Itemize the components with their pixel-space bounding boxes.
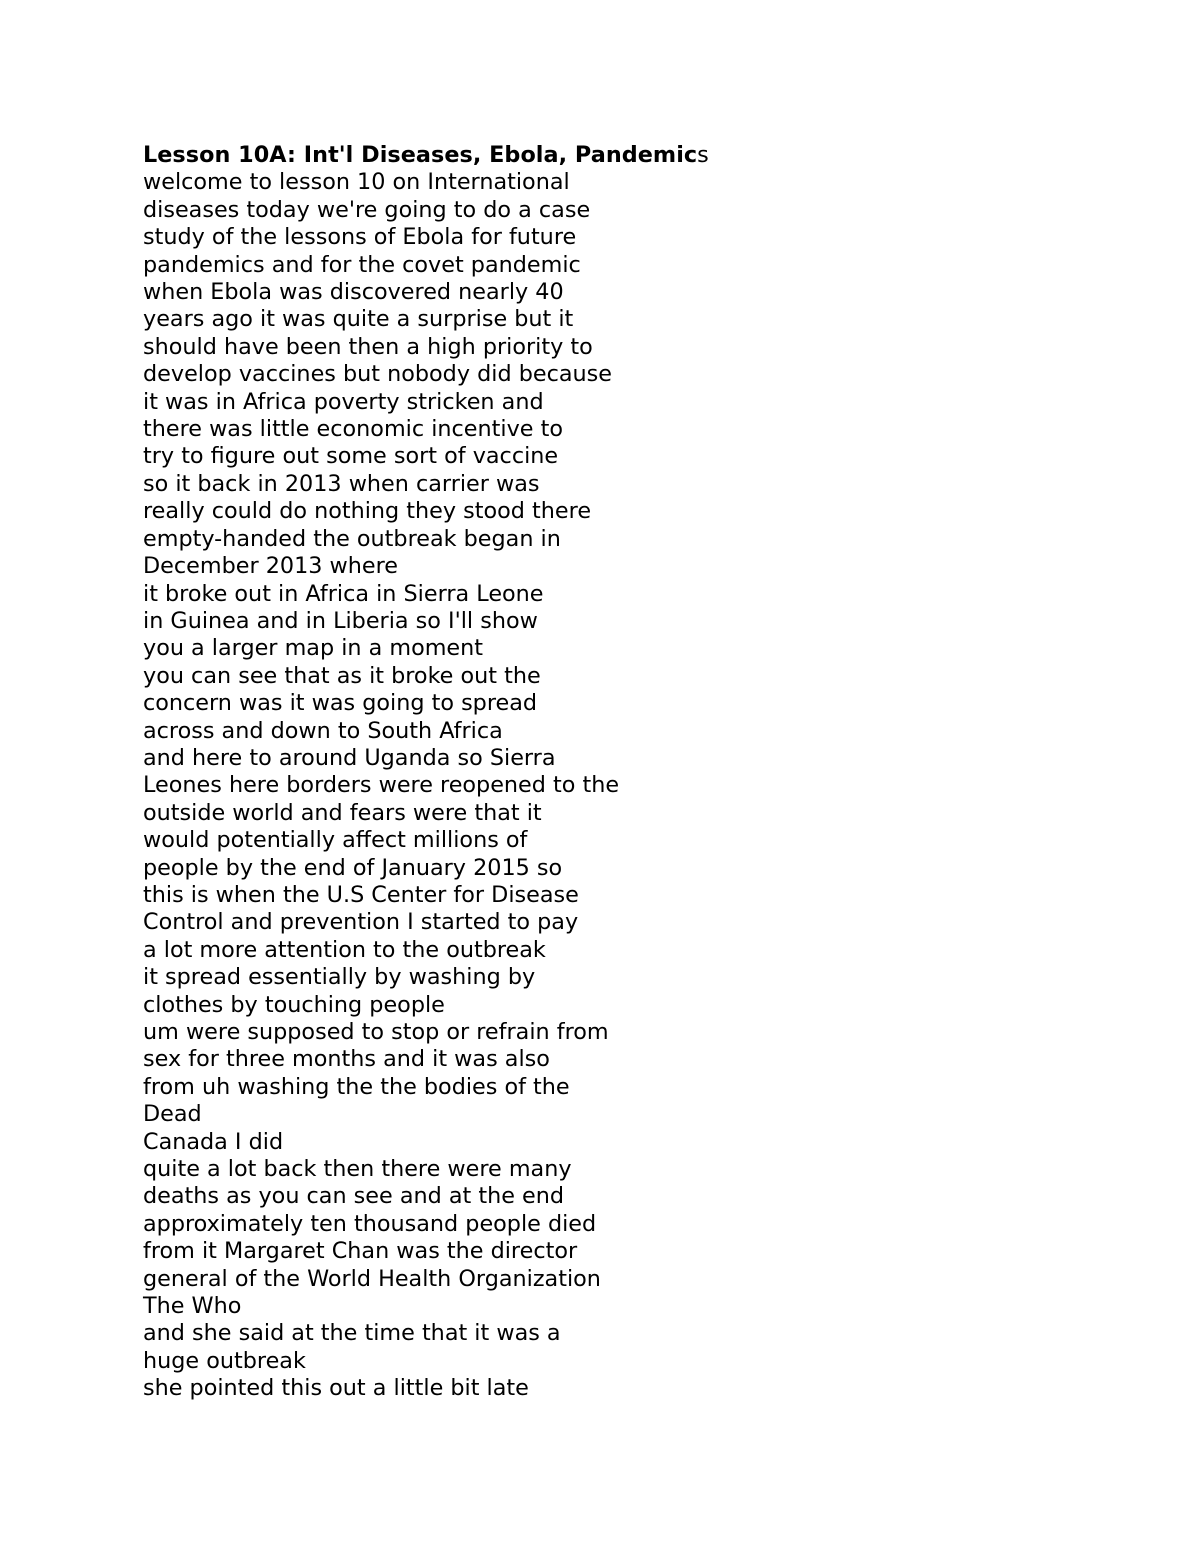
transcript-line: clothes by touching people [143,991,445,1018]
transcript-line: across and down to South Africa [143,717,503,744]
transcript-line: diseases today we're going to do a case [143,196,591,223]
transcript-line: it broke out in Africa in Sierra Leone [143,580,544,607]
transcript-line: and she said at the time that it was a [143,1320,561,1347]
transcript-line: huge outbreak [143,1347,306,1374]
transcript-line: sex for three months and it was also [143,1046,550,1073]
transcript-line: it spread essentially by washing by [143,964,536,991]
transcript-line: from uh washing the the bodies of the [143,1073,570,1100]
transcript-line: study of the lessons of Ebola for future [143,224,577,251]
transcript-line: this is when the U.S Center for Disease [143,881,579,908]
transcript-line: concern was it was going to spread [143,690,538,717]
transcript-line: people by the end of January 2015 so [143,854,563,881]
document-body [143,142,1143,1403]
transcript-line: empty-handed the outbreak began in [143,525,561,552]
transcript-line: in Guinea and in Liberia so I'll show [143,607,538,634]
transcript-line: you can see that as it broke out the [143,662,541,689]
transcript-line: Control and prevention I started to pay [143,909,579,936]
transcript-line: should have been then a high priority to [143,333,593,360]
transcript-line: it was in Africa poverty stricken and [143,388,544,415]
transcript-line: approximately ten thousand people died [143,1210,597,1237]
transcript-line: welcome to lesson 10 on International [143,169,570,196]
transcript-line: years ago it was quite a surprise but it [143,306,574,333]
transcript-line: pandemics and for the covet pandemic [143,251,581,278]
document-title-bold: Lesson 10A: Int'l Diseases, Ebola, Pandemic [143,142,698,168]
transcript-line: The Who [143,1293,242,1320]
transcript-line: Canada I did [143,1128,284,1155]
transcript-line: December 2013 where [143,553,399,580]
transcript-line: general of the World Health Organization [143,1265,601,1292]
transcript-line: a lot more attention to the outbreak [143,936,546,963]
transcript-line: develop vaccines but nobody did because [143,361,612,388]
transcript-line: so it back in 2013 when carrier was [143,470,540,497]
transcript-line: there was little economic incentive to [143,416,563,443]
transcript-line: deaths as you can see and at the end [143,1183,565,1210]
transcript-line: try to figure out some sort of vaccine [143,443,559,470]
document-title-tail: s [697,142,709,168]
document-title [143,142,1143,169]
transcript-line: when Ebola was discovered nearly 40 [143,279,564,306]
transcript-line: from it Margaret Chan was the director [143,1238,578,1265]
transcript-line: would potentially affect millions of [143,827,528,854]
transcript-line: Dead [143,1101,202,1128]
transcript-line: Leones here borders were reopened to the [143,772,620,799]
transcript-line: um were supposed to stop or refrain from [143,1019,609,1045]
transcript-line: outside world and fears were that it [143,799,542,826]
transcript-line: and here to around Uganda so Sierra [143,744,556,771]
transcript-line: she pointed this out a little bit late [143,1375,529,1402]
transcript-line: quite a lot back then there were many [143,1156,572,1183]
transcript-line: you a larger map in a moment [143,635,484,662]
transcript-line: really could do nothing they stood there [143,498,592,525]
